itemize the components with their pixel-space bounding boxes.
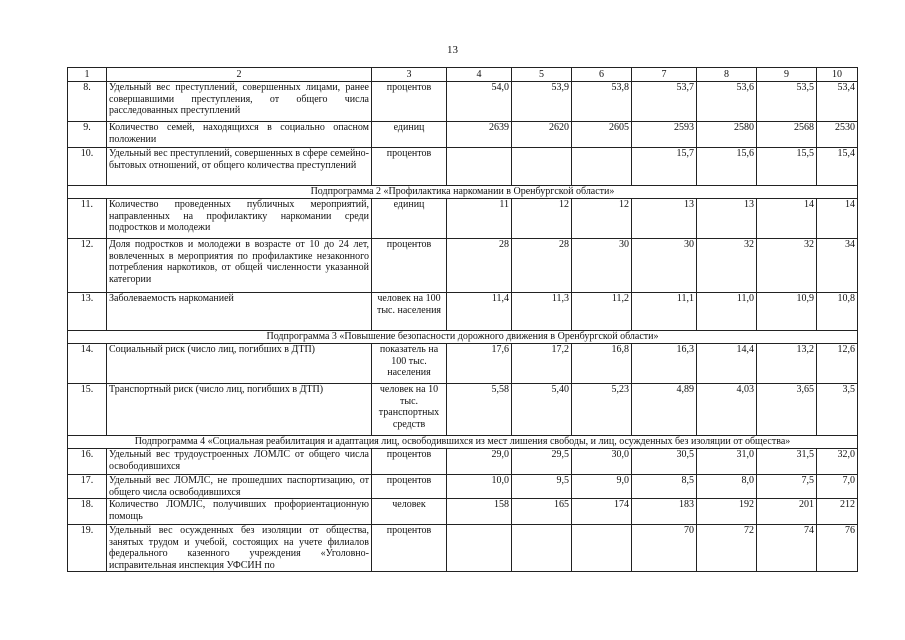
indicator-value: 5,58 [447, 384, 512, 436]
table-row [68, 148, 858, 186]
indicator-value: 2605 [572, 122, 632, 148]
indicator-name: Удельный вес преступлений, совершенных в сфере семейно-бытовых отношений, от общего количества преступлений [107, 148, 372, 186]
indicators-table [67, 67, 858, 572]
indicator-value: 2580 [697, 122, 757, 148]
subprogram-title: Подпрограмма 2 «Профилактика наркомании в Оренбургской области» [68, 186, 858, 199]
indicator-name: Удельный вес трудоустроенных ЛОМЛС от общего числа освободившихся [107, 449, 372, 475]
indicator-value [512, 525, 572, 572]
indicator-value: 3,65 [757, 384, 817, 436]
subprogram-header [68, 186, 858, 199]
column-header: 4 [447, 68, 512, 82]
indicator-value [512, 148, 572, 186]
table-body [68, 82, 858, 572]
indicator-value: 3,5 [817, 384, 858, 436]
indicator-value: 14,4 [697, 344, 757, 384]
unit-of-measure: человек на 100 тыс. населения [372, 293, 447, 331]
unit-of-measure: процентов [372, 525, 447, 572]
indicator-value: 9,0 [572, 475, 632, 499]
row-number: 13. [68, 293, 107, 331]
indicator-value: 2530 [817, 122, 858, 148]
indicator-value: 2620 [512, 122, 572, 148]
unit-of-measure: единиц [372, 199, 447, 239]
indicator-value [572, 148, 632, 186]
indicator-value: 8,0 [697, 475, 757, 499]
row-number: 10. [68, 148, 107, 186]
indicator-value: 70 [632, 525, 697, 572]
subprogram-title: Подпрограмма 4 «Социальная реабилитация и адаптация лиц, освободившихся из мест лишения свободы, и лиц, осужденных без изоляции от общества» [68, 436, 858, 449]
indicator-name: Социальный риск (число лиц, погибших в ДТП) [107, 344, 372, 384]
row-number: 18. [68, 499, 107, 525]
indicator-value: 10,8 [817, 293, 858, 331]
row-number: 9. [68, 122, 107, 148]
indicator-value: 11 [447, 199, 512, 239]
indicator-value: 32 [757, 239, 817, 293]
unit-of-measure: человек [372, 499, 447, 525]
indicator-name: Транспортный риск (число лиц, погибших в ДТП) [107, 384, 372, 436]
table-row [68, 344, 858, 384]
row-number: 14. [68, 344, 107, 384]
indicator-value: 30 [632, 239, 697, 293]
indicator-name: Заболеваемость наркоманией [107, 293, 372, 331]
indicator-value: 7,0 [817, 475, 858, 499]
indicator-value: 11,3 [512, 293, 572, 331]
indicator-value: 28 [447, 239, 512, 293]
column-header: 1 [68, 68, 107, 82]
indicator-value: 174 [572, 499, 632, 525]
indicator-value: 4,03 [697, 384, 757, 436]
row-number: 15. [68, 384, 107, 436]
table-row [68, 82, 858, 122]
indicator-name: Количество проведенных публичных мероприятий, направленных на профилактику наркомании среди подростков и молодежи [107, 199, 372, 239]
row-number: 19. [68, 525, 107, 572]
indicator-value: 10,9 [757, 293, 817, 331]
indicator-value: 53,7 [632, 82, 697, 122]
indicator-value: 158 [447, 499, 512, 525]
indicator-name: Удельный вес ЛОМЛС, не прошедших паспортизацию, от общего числа освободившихся [107, 475, 372, 499]
indicator-value: 15,5 [757, 148, 817, 186]
unit-of-measure: процентов [372, 475, 447, 499]
indicator-name: Количество ЛОМЛС, получивших профориентационную помощь [107, 499, 372, 525]
indicator-value: 12,6 [817, 344, 858, 384]
indicator-value: 14 [817, 199, 858, 239]
indicator-value: 31,0 [697, 449, 757, 475]
column-number-row [68, 68, 858, 82]
indicator-value: 17,6 [447, 344, 512, 384]
indicator-value: 11,1 [632, 293, 697, 331]
column-header: 6 [572, 68, 632, 82]
indicator-value: 201 [757, 499, 817, 525]
unit-of-measure: человек на 10 тыс. транспортных средств [372, 384, 447, 436]
indicator-value: 14 [757, 199, 817, 239]
indicator-value: 17,2 [512, 344, 572, 384]
indicator-name: Удельный вес преступлений, совершенных лицами, ранее совершавшими преступления, от общего числа расследованных преступлений [107, 82, 372, 122]
indicator-value: 32 [697, 239, 757, 293]
table-row [68, 499, 858, 525]
indicator-value: 11,0 [697, 293, 757, 331]
table-row [68, 525, 858, 572]
column-header: 9 [757, 68, 817, 82]
indicator-value: 183 [632, 499, 697, 525]
indicator-value: 4,89 [632, 384, 697, 436]
unit-of-measure: процентов [372, 449, 447, 475]
indicator-value: 2593 [632, 122, 697, 148]
table-row [68, 199, 858, 239]
column-header: 3 [372, 68, 447, 82]
indicator-value: 74 [757, 525, 817, 572]
indicator-value [447, 148, 512, 186]
indicator-value: 5,23 [572, 384, 632, 436]
indicator-value: 54,0 [447, 82, 512, 122]
indicator-value: 7,5 [757, 475, 817, 499]
indicator-value: 30 [572, 239, 632, 293]
indicator-value [447, 525, 512, 572]
indicator-value: 165 [512, 499, 572, 525]
column-header: 2 [107, 68, 372, 82]
indicator-value: 53,6 [697, 82, 757, 122]
indicator-value: 5,40 [512, 384, 572, 436]
table-row [68, 239, 858, 293]
subprogram-title: Подпрограмма 3 «Повышение безопасности дорожного движения в Оренбургской области» [68, 331, 858, 344]
indicator-value: 8,5 [632, 475, 697, 499]
row-number: 16. [68, 449, 107, 475]
indicator-value: 53,4 [817, 82, 858, 122]
indicator-value: 11,4 [447, 293, 512, 331]
indicator-value: 13 [632, 199, 697, 239]
indicator-value: 16,3 [632, 344, 697, 384]
indicator-name: Количество семей, находящихся в социально опасном положении [107, 122, 372, 148]
row-number: 8. [68, 82, 107, 122]
indicator-value: 2639 [447, 122, 512, 148]
subprogram-header [68, 331, 858, 344]
indicator-value: 15,7 [632, 148, 697, 186]
indicator-value: 29,5 [512, 449, 572, 475]
indicator-value: 212 [817, 499, 858, 525]
indicator-value: 53,8 [572, 82, 632, 122]
indicator-value: 30,0 [572, 449, 632, 475]
row-number: 17. [68, 475, 107, 499]
indicator-value: 192 [697, 499, 757, 525]
column-header: 10 [817, 68, 858, 82]
indicator-value: 13,2 [757, 344, 817, 384]
indicator-value: 12 [572, 199, 632, 239]
page-number: 13 [447, 44, 458, 56]
indicator-value: 2568 [757, 122, 817, 148]
indicator-value: 30,5 [632, 449, 697, 475]
indicator-value: 53,5 [757, 82, 817, 122]
subprogram-header [68, 436, 858, 449]
indicator-name: Удельный вес осужденных без изоляции от общества, занятых трудом и учебой, состоящих на учете филиалов федерального казенного учреждения «Уголовно-исправительная инспекция УФСИН по [107, 525, 372, 572]
unit-of-measure: процентов [372, 82, 447, 122]
indicator-value: 15,6 [697, 148, 757, 186]
unit-of-measure: процентов [372, 239, 447, 293]
row-number: 12. [68, 239, 107, 293]
unit-of-measure: единиц [372, 122, 447, 148]
indicator-value: 34 [817, 239, 858, 293]
column-header: 5 [512, 68, 572, 82]
indicator-value [572, 525, 632, 572]
indicator-value: 31,5 [757, 449, 817, 475]
indicator-value: 72 [697, 525, 757, 572]
indicator-value: 76 [817, 525, 858, 572]
indicator-value: 9,5 [512, 475, 572, 499]
row-number: 11. [68, 199, 107, 239]
indicator-value: 10,0 [447, 475, 512, 499]
column-header: 8 [697, 68, 757, 82]
indicator-value: 29,0 [447, 449, 512, 475]
column-header: 7 [632, 68, 697, 82]
indicator-value: 11,2 [572, 293, 632, 331]
indicator-value: 13 [697, 199, 757, 239]
table-row [68, 122, 858, 148]
indicator-value: 12 [512, 199, 572, 239]
indicator-value: 32,0 [817, 449, 858, 475]
unit-of-measure: показатель на 100 тыс. населения [372, 344, 447, 384]
indicator-value: 15,4 [817, 148, 858, 186]
table-row [68, 384, 858, 436]
indicator-name: Доля подростков и молодежи в возрасте от 10 до 24 лет, вовлеченных в мероприятия по профилактике незаконного потребления наркотиков, от общей численности указанной категории [107, 239, 372, 293]
table-row [68, 293, 858, 331]
unit-of-measure: процентов [372, 148, 447, 186]
indicator-value: 28 [512, 239, 572, 293]
indicator-value: 16,8 [572, 344, 632, 384]
table-row [68, 449, 858, 475]
table-row [68, 475, 858, 499]
indicator-value: 53,9 [512, 82, 572, 122]
